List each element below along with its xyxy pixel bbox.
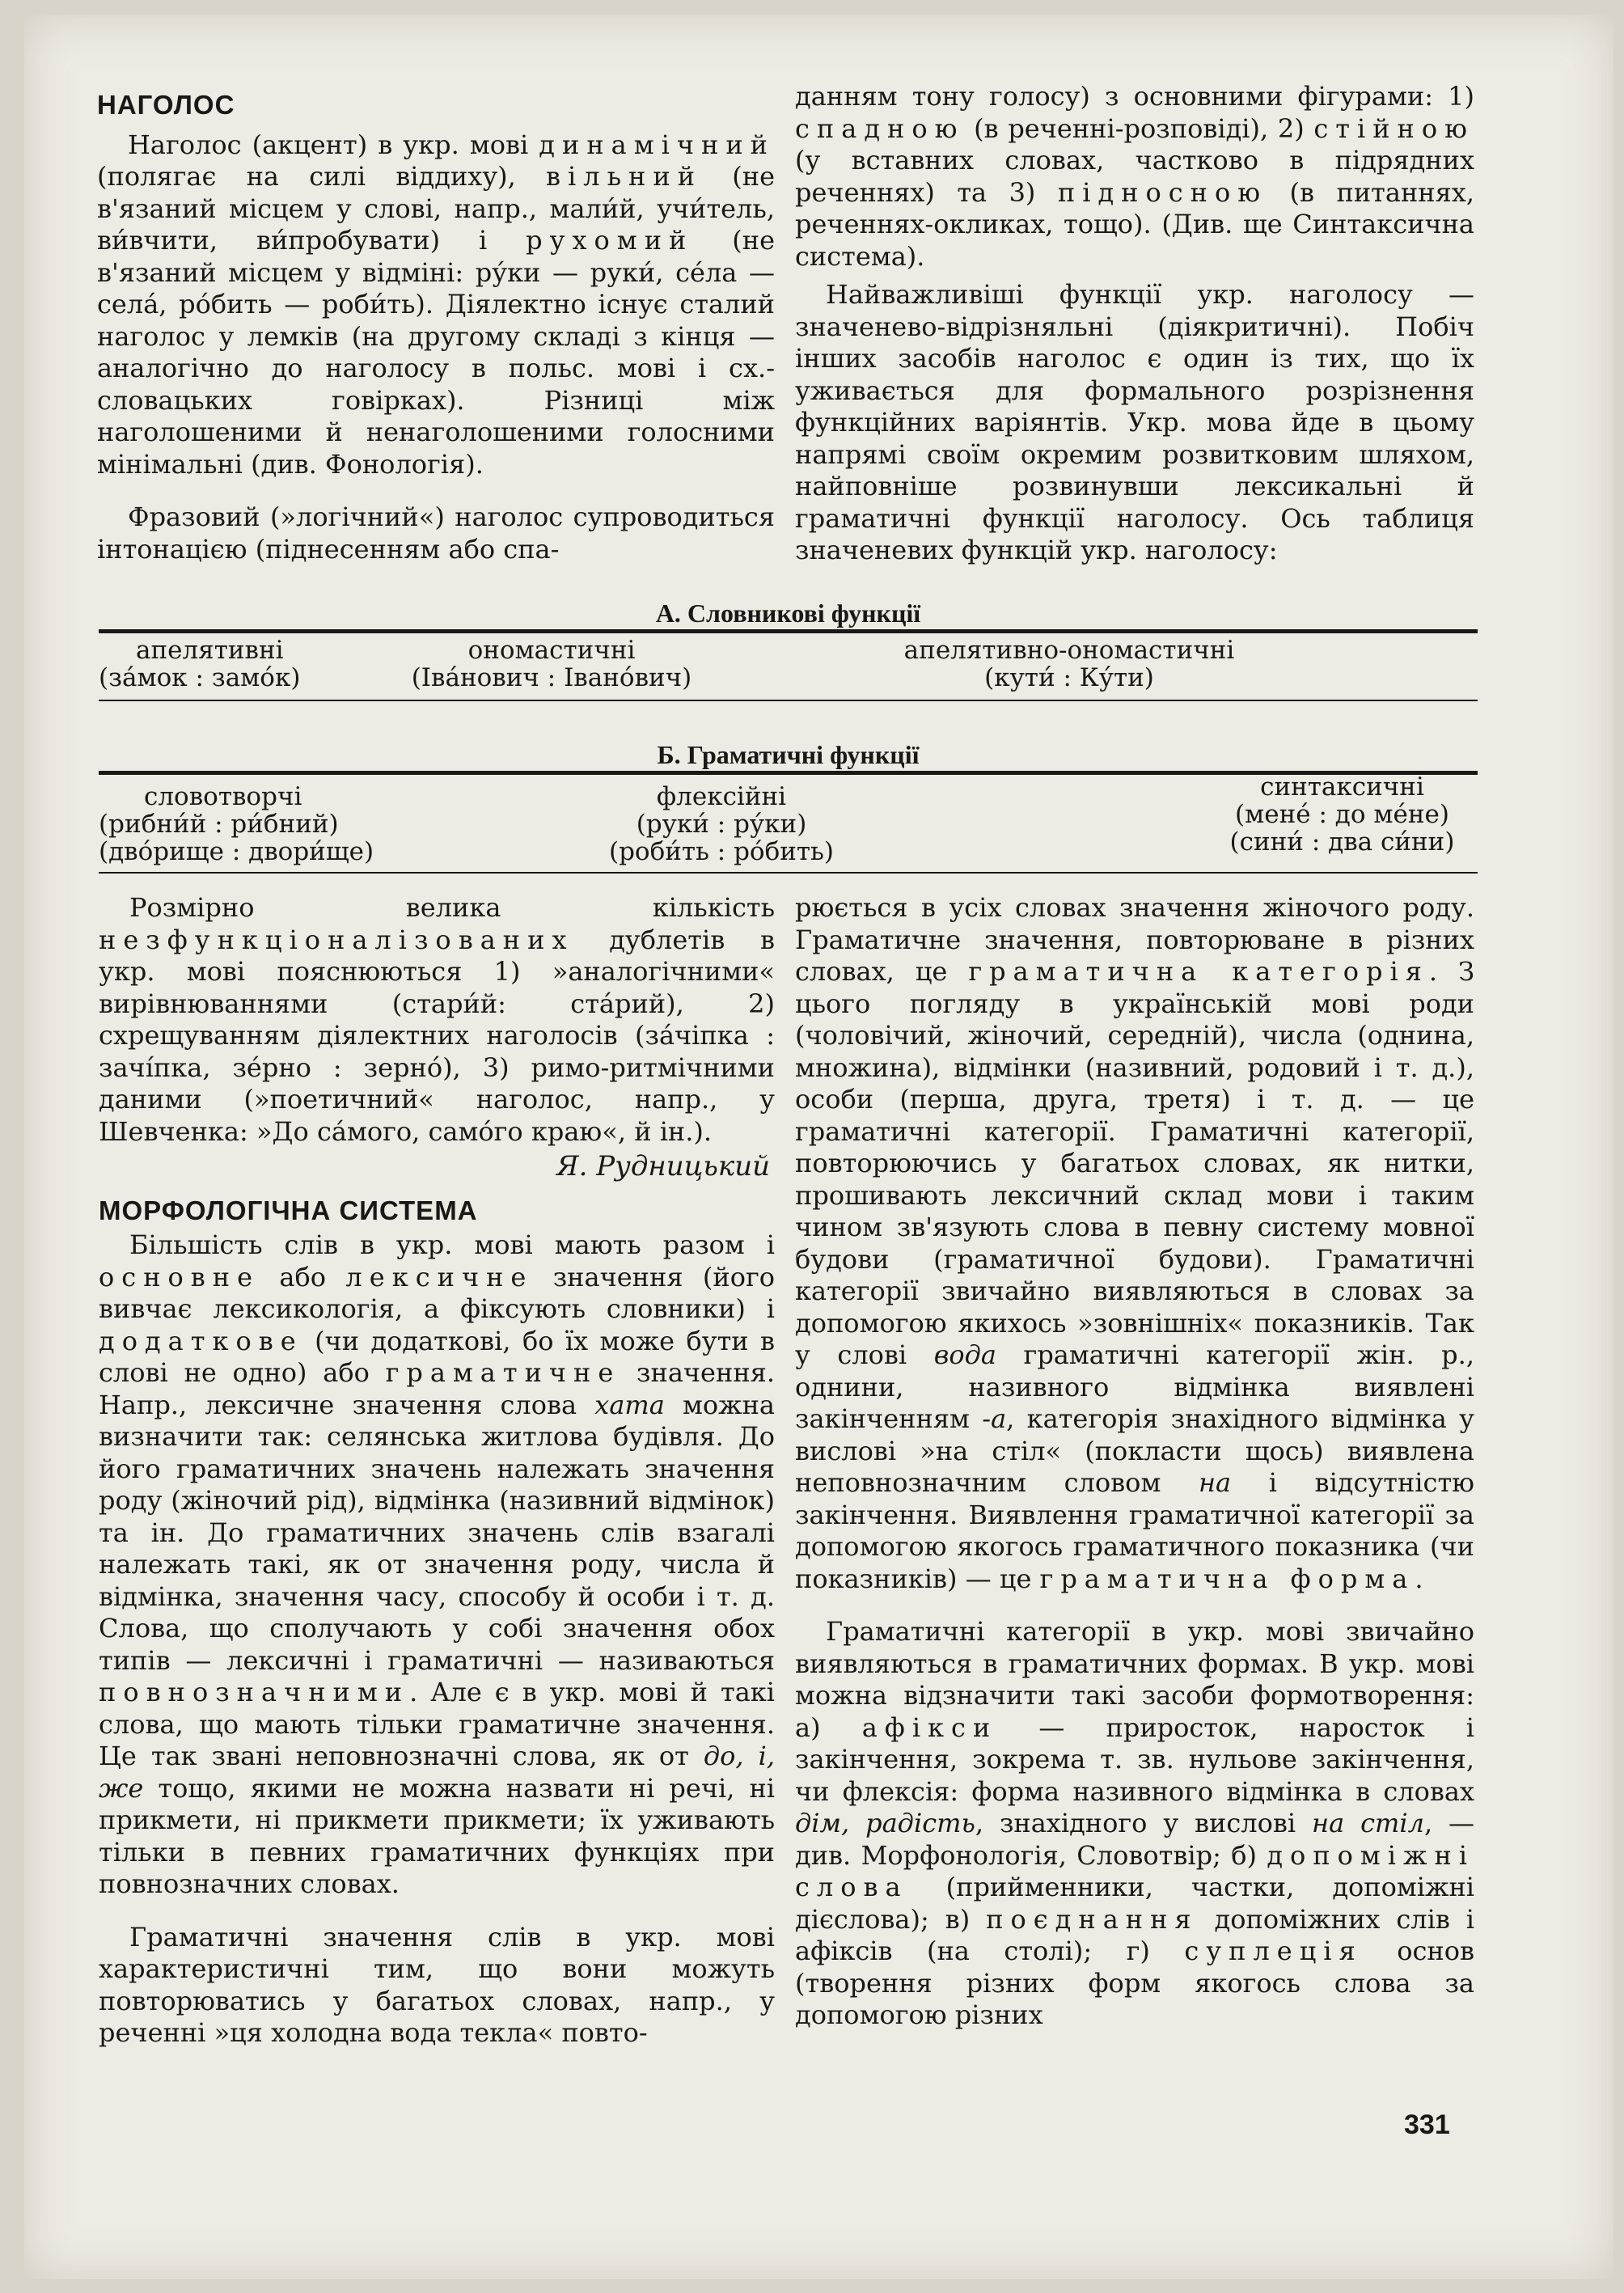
text-span: — приросток, наросток і закінчення, зокрема т. зв. нульове закінчення, чи флексія: форма називного відмінка в словах [795,1711,1475,1807]
section-heading-nagolos: НАГОЛОС [97,90,235,120]
spaced-term: додаткове [99,1325,303,1356]
spaced-term: повнозначними [99,1677,410,1707]
spaced-term: суплеція [1184,1936,1363,1966]
text-span: рюється в усіх словах значення жіночого роду. Граматичне значення, повторюване в різних словах, це [795,892,1474,987]
spaced-term: динамічний [539,129,775,160]
text-span: допоміжних слів і афіксів (на столі); г) [795,1903,1475,1966]
table-row [99,772,1478,872]
page-number: 331 [1404,2109,1450,2140]
left-column-bottom [99,892,775,2050]
book-page [24,15,1613,2279]
paragraph: Найважливіші функції укр. наголосу — значенево-відрізняльні (діякритичні). Побіч інших засобів наголос є один із тих, що їх уживається для формального розрізнення функційних варіянтів. Укр. мова йде в цьому напрямі своїм окремим розвитковим шляхом, найповніше розвинувши лексикальні й граматичні функції наголосу. Ось таблиця значеневих функцій укр. наголосу: [795,279,1474,565]
table-cell [366,637,738,692]
text-span: . [1415,1563,1423,1594]
text-span: , категорія знахідного відмінка у вислові »на стіл« (покласти щось) виявлена неповнозначним словом [795,1403,1475,1498]
table-cell [99,637,366,692]
table-title: А. Словникові функції [655,599,921,628]
text-span: (полягає на силі віддиху), [97,161,547,192]
cell-header: флексійні [656,782,787,811]
text-span: основ (творення різних форм якогось слова за допомогою різних [795,1936,1475,2030]
text-span: (не в'язаний місцем у відміні: ру́ки — руки́, се́ла — села́, ро́бить — роби́ть). Діялектно існує сталий наголос у лемків (на другому складі з кінця — аналогічно до наголосу в польс. мові і сх.-словацьких говірках). Різниці між наголошеними й ненаголошеними голосними мінімальні (див. Фонологія). [97,225,776,480]
section-heading-morphology: МОРФОЛОГІЧНА СИСТЕМА [99,1195,478,1225]
italic-term: вода [933,1339,996,1370]
paragraph [97,129,775,481]
cell-example: (кути́ : Ку́ти) [984,663,1154,692]
spaced-term: поєднання [986,1903,1199,1935]
text-span: Розмірно велика кількість [129,892,775,923]
cell-example: (роби́ть : ро́бить) [608,837,835,866]
cell-header: словотворчі [144,782,302,811]
spaced-term: підносною [1057,176,1268,208]
cell-example: (рибни́й : ри́бний) [99,810,339,839]
italic-term: хата [594,1389,665,1420]
table-lexical-functions [99,597,1478,701]
text-span: Граматичні категорії в укр. мові звичайно виявляються в граматичних формах. В укр. мові можна відзначити такі засоби формотворення: а) [795,1616,1474,1743]
right-column-bottom [795,892,1474,2032]
spaced-term: граматичне [385,1357,621,1388]
spaced-term: лексичне [345,1261,534,1292]
text-span: (не в'язаний місцем у слові, напр., мали́й, учи́тель, ви́вчити, ви́пробувати) і [97,161,775,256]
table-row [99,633,1478,700]
text-span: значення. Напр., лексичне значення слова [99,1357,775,1420]
cell-example: (руки́ : ру́ки) [636,810,807,839]
italic-term: на стіл [1312,1808,1424,1838]
text-span: або [260,1261,346,1292]
spaced-term: афікси [861,1711,998,1743]
text-span: . З цього погляду в українській мові роди (чоловічий, жіночий, середній), числа (однина, множина), відмінки (називний, родовий і т. д.), особи (перша, друга, третя) і т. д. — це граматичні категорії. Граматичні категорії, повторюючись у багатьох словах, як нитки, прошивають лексичний склад мови і таким чином зв'язують слова в певну систему мовної будови (граматичної будови). Граматичні категорії звичайно виявляються в словах за допомогою якихось »зовнішніх« показників. Так у слові [795,956,1474,1370]
table-cell [1207,773,1478,856]
cell-header: апелятивно-ономастичні [903,636,1235,665]
text-span: (в реченні-розповіді), 2) [964,112,1314,144]
text-span: (у вставних словах, частково в підрядних реченнях) та 3) [795,145,1474,208]
spaced-term: стійною [1313,112,1474,144]
cell-example: (мене́ : до ме́не) [1235,800,1449,829]
text-span: і відсутністю закінчення. Виявлення граматичної категорії за допомогою якогось граматичного показника (чи показників) — це [795,1467,1474,1594]
spaced-term: спадною [795,112,965,144]
italic-term: дім, радість [795,1808,975,1838]
italic-term: -а [982,1403,1007,1434]
text-span: . Але є в укр. мові й такі слова, що мають тільки граматичне значення. Це так звані неповнозначні слова, як от [99,1677,775,1771]
paragraph: Граматичні значення слів в укр. мові характеристичні тим, що вони можуть повторюватись у багатьох словах, напр., у реченні »ця холодна вода текла« повто- [99,1921,775,2048]
text-span: Наголос (акцент) в укр. мові [128,129,539,160]
cell-header: ономастичні [467,636,636,665]
cell-example: (за́мок : замо́к) [99,663,301,692]
spaced-term: основне [99,1261,260,1292]
text-span: Більшість слів в укр. мові мають разом і [129,1229,775,1260]
cell-example: (сини́ : два си́ни) [1229,827,1455,857]
paragraph [795,81,1474,273]
text-span: тощо, якими не можна назвати ні речі, ні прикмети, ні прикмети прикмети; їх уживають тільки в певних граматичних функціях при повнозначних словах. [99,1772,775,1899]
table-cell [843,637,1296,692]
table-grammatical-functions [99,738,1478,874]
paragraph [795,892,1474,1595]
text-span: значення (його вивчає лексикологія, а фіксують словники) і [99,1261,776,1324]
cell-example: (Іва́нович : Івано́вич) [411,663,692,692]
text-span: дублетів в укр. мові пояснюються 1) »аналогічними« вирівнюваннями (стари́й: ста́рий), 2) схрещуванням діялектних наголосів (за́чіпка : зачі́пка, зе́рно : зерно́), 3) римо-ритмічними даними (»поетичний« наголос, напр., у Шевченка: »До са́мого, само́го краю«, й ін.). [99,924,775,1147]
table-cell [99,783,438,865]
table-title: Б. Граматичні функції [657,740,920,769]
spaced-term: допоміжні слова [795,1839,1474,1902]
spaced-term: граматична категорія [968,956,1429,987]
text-span: (чи додаткові, бо їх може бути в слові не одно) або [99,1325,775,1388]
spaced-term: рухомий [526,225,694,256]
cell-header: апелятивні [136,636,284,665]
paragraph: Фразовий (»логічний«) наголос супроводиться інтонацією (піднесенням або спа- [97,501,775,565]
author-signature: Я. Рудницький [556,1150,770,1182]
text-span: граматичні категорії жін. р., однини, називного відмінка виявлені закінченням [795,1339,1475,1434]
table-rule [99,872,1478,874]
table-rule [99,700,1478,701]
text-span: , знахідного у вислові [975,1808,1313,1838]
text-span: (прийменники, частки, допоміжні дієслова); в) [795,1872,1474,1935]
right-column-top [795,81,1474,567]
spaced-term: граматична форма [1039,1563,1415,1594]
spaced-term: незфункціоналізованих [99,924,574,955]
text-span: , — див. Морфонологія, Словотвір; б) [795,1808,1474,1871]
cell-header: синтаксичні [1260,772,1424,802]
text-span: можна визначити так: селянська житлова будівля. До його граматичних значень належать значення роду (жіночий рід), відмінка (називний відмінок) та ін. До граматичних значень слів взагалі належать такі, як от значення роду, числа й відмінка, значення часу, способу й особи і т. д. Слова, що сполучають у собі значення обох типів — лексичні і граматичні — називаються [99,1389,776,1676]
italic-term: до, і, же [99,1741,776,1804]
spaced-term: вільний [546,161,703,192]
paragraph [99,892,775,1148]
text-span: (в питаннях, реченнях-окликах, тощо). (Див. ще Синтаксична система). [795,176,1475,272]
left-column-top [97,89,775,565]
text-span: данням тону голосу) з основними фігурами: 1) [795,81,1474,112]
cell-example: (дво́рище : двори́ще) [99,837,374,866]
italic-term: на [1198,1467,1232,1498]
paragraph [795,1616,1474,2032]
table-cell [552,783,891,865]
paragraph [99,1229,775,1901]
